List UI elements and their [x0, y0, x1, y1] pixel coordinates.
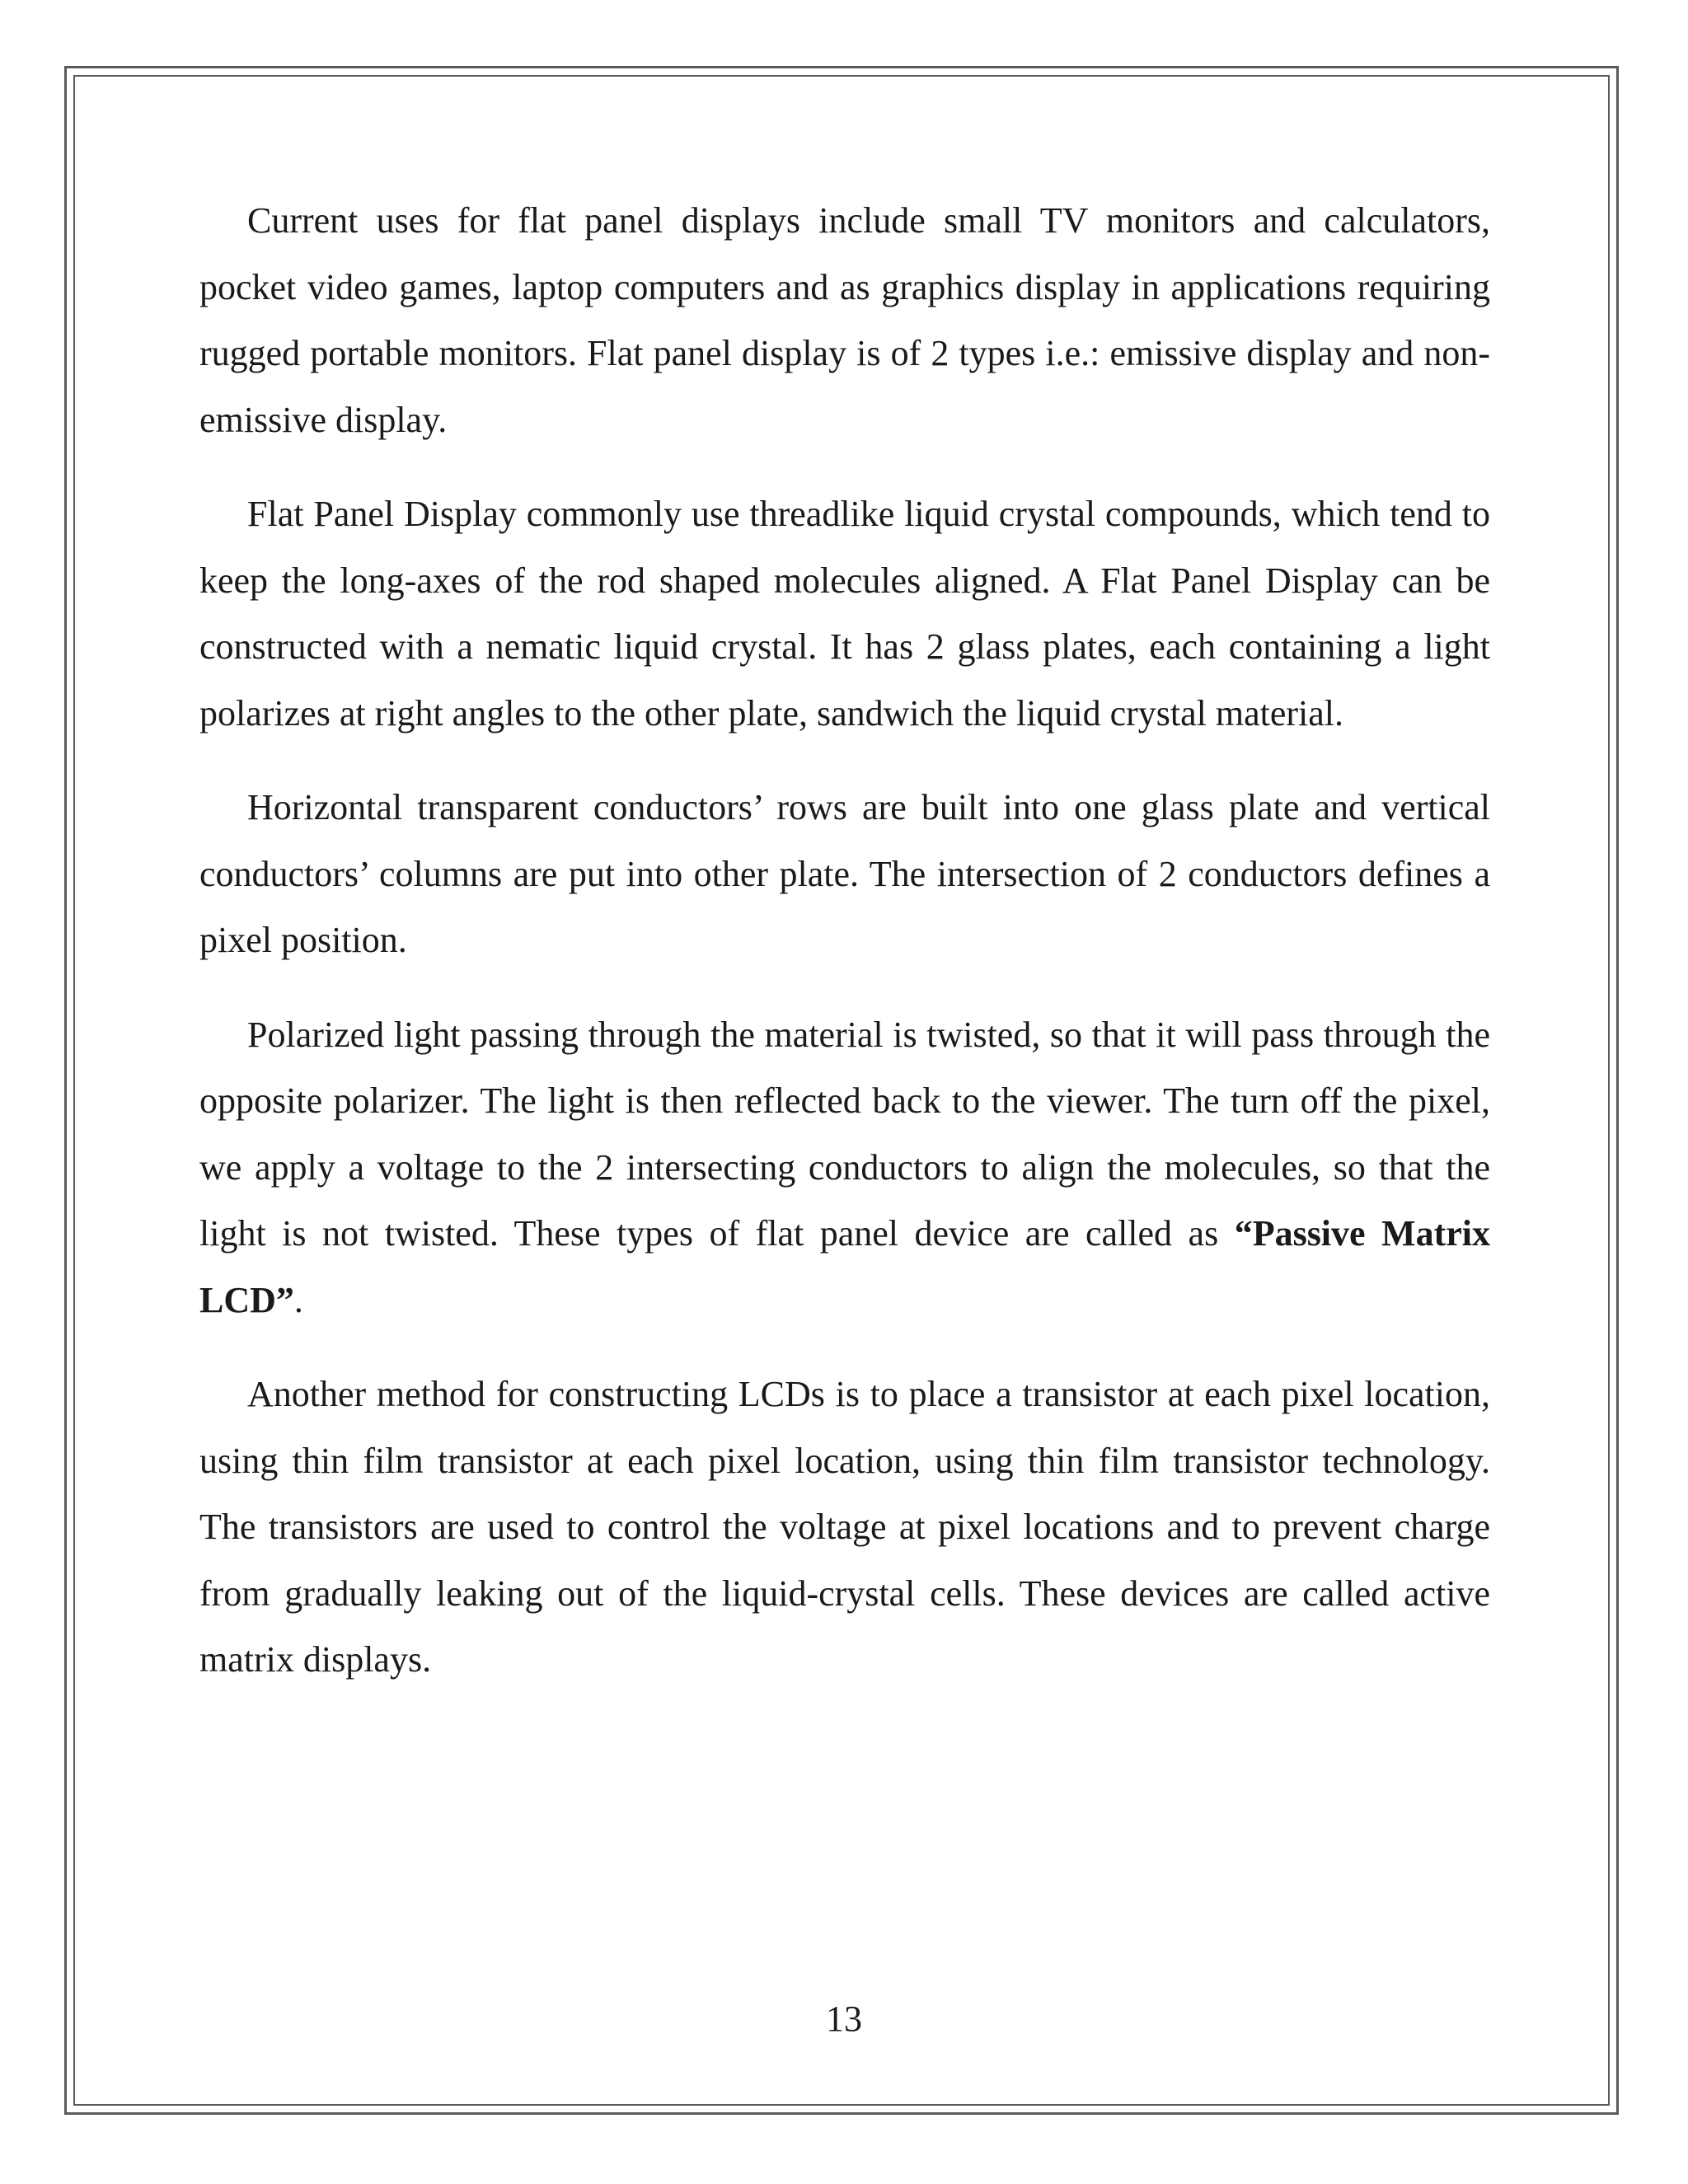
- paragraph-passive-matrix: [199, 1002, 1490, 1334]
- paragraph-liquid-crystal: Flat Panel Display commonly use threadlike liquid crystal compounds, which tend to keep the long-axes of the rod shaped molecules aligned. A Flat Panel Display can be constructed with a nematic liquid crystal. It has 2 glass plates, each containing a light polarizes at right angles to the other plate, sandwich the liquid crystal material.: [199, 494, 1490, 733]
- paragraph-conductors: Horizontal transparent conductors’ rows are built into one glass plate and vertical conductors’ columns are put into other plate. The intersection of 2 conductors defines a pixel position.: [199, 787, 1490, 960]
- page-body: [199, 188, 1490, 1722]
- passive-matrix-term: “Passive Matrix LCD”: [199, 1213, 1490, 1320]
- paragraph-flat-panel-uses: Current uses for flat panel displays include small TV monitors and calculators, pocket video games, laptop computers and as graphics display in applications requiring rugged portable monitors. Flat panel display is of 2 types i.e.: emissive display and non-emissive display.: [199, 200, 1490, 440]
- page-number: 13: [826, 1999, 862, 2039]
- passive-matrix-text: Polarized light passing through the material is twisted, so that it will pass through the opposite polarizer. The light is then reflected back to the viewer. The turn off the pixel, we apply a voltage to the 2 intersecting conductors to align the molecules, so that the light is not twisted. These types of flat panel device are called as: [199, 1014, 1490, 1254]
- passive-matrix-end: .: [293, 1279, 303, 1320]
- paragraph-active-matrix: Another method for constructing LCDs is to place a transistor at each pixel location, using thin film transistor at each pixel location, using thin film transistor technology. The transistors are used to control the voltage at pixel locations and to prevent charge from gradually leaking out of the liquid-crystal cells. These devices are called active matrix displays.: [199, 1374, 1490, 1680]
